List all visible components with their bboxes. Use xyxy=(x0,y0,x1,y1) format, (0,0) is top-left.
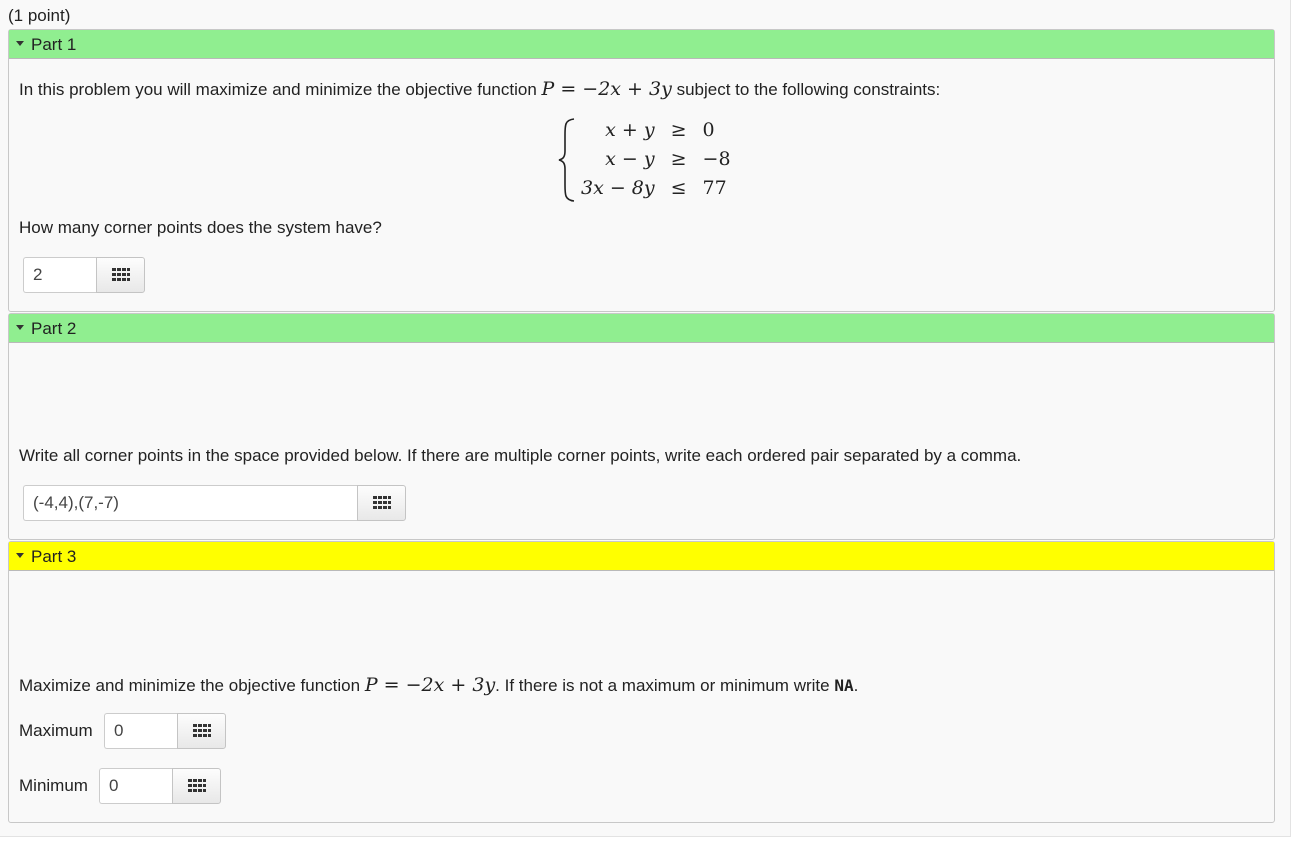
constraints-table xyxy=(577,116,735,203)
question-text: Maximize and minimize the objective function xyxy=(19,676,361,695)
maximum-label: Maximum xyxy=(19,721,93,740)
part-2-panel xyxy=(8,313,1275,540)
part-3-header[interactable] xyxy=(9,542,1274,571)
grid-keypad-icon xyxy=(193,724,211,738)
constraint-row xyxy=(577,116,735,145)
corner-points-input[interactable] xyxy=(23,485,357,521)
caret-down-icon xyxy=(16,41,24,46)
caret-down-icon xyxy=(16,325,24,330)
minimum-answer-group xyxy=(99,768,221,804)
part-2-title: Part 2 xyxy=(31,319,77,338)
part-3-panel xyxy=(8,541,1275,823)
part-3-question xyxy=(19,674,858,696)
constraint-lhs: x + y xyxy=(605,119,655,141)
constraint-system xyxy=(557,116,735,203)
minimum-label: Minimum xyxy=(19,776,88,795)
equation-editor-button[interactable] xyxy=(357,485,406,521)
constraint-lhs: 3x − 8y xyxy=(581,177,655,199)
constraint-row xyxy=(577,174,735,203)
minimum-input[interactable] xyxy=(99,768,172,804)
na-code: NA xyxy=(834,676,854,695)
constraint-rhs: −8 xyxy=(702,148,731,170)
intro-text: In this problem you will maximize and minimize the objective function xyxy=(19,80,537,99)
caret-down-icon xyxy=(16,553,24,558)
constraint-op: ≥ xyxy=(670,148,687,170)
constraint-rhs: 77 xyxy=(702,177,727,199)
objective-function: P = −2x + 3y xyxy=(364,674,496,696)
constraint-lhs: x − y xyxy=(605,148,655,170)
part-3-title: Part 3 xyxy=(31,547,77,566)
equation-editor-button[interactable] xyxy=(96,257,145,293)
part-1-title: Part 1 xyxy=(31,35,77,54)
part-1-panel xyxy=(8,29,1275,312)
constraint-row xyxy=(577,145,735,174)
intro-text-end: subject to the following constraints: xyxy=(676,80,941,99)
question-text-mid: . If there is not a maximum or minimum write xyxy=(495,676,830,695)
point-label: (1 point) xyxy=(8,6,71,25)
part-2-answer-group xyxy=(23,485,406,521)
maximum-answer-group xyxy=(104,713,226,749)
grid-keypad-icon xyxy=(112,268,130,282)
left-brace-icon xyxy=(557,117,577,203)
part-1-answer-group xyxy=(23,257,145,293)
part-2-header[interactable] xyxy=(9,314,1274,343)
objective-function: P = −2x + 3y xyxy=(541,78,672,100)
corner-count-input[interactable] xyxy=(23,257,96,293)
grid-keypad-icon xyxy=(373,496,391,510)
question-text-end: . xyxy=(853,676,859,695)
constraint-op: ≥ xyxy=(670,119,687,141)
grid-keypad-icon xyxy=(188,779,206,793)
maximum-input[interactable] xyxy=(104,713,177,749)
part-1-intro xyxy=(19,78,940,100)
equation-editor-button[interactable] xyxy=(177,713,226,749)
part-1-header[interactable] xyxy=(9,30,1274,59)
part-1-question: How many corner points does the system have? xyxy=(19,218,382,237)
part-2-question: Write all corner points in the space provided below. If there are multiple corner points, write each ordered pair separated by a comma. xyxy=(19,446,1022,465)
constraint-op: ≤ xyxy=(670,177,687,199)
equation-editor-button[interactable] xyxy=(172,768,221,804)
constraint-rhs: 0 xyxy=(702,119,715,141)
